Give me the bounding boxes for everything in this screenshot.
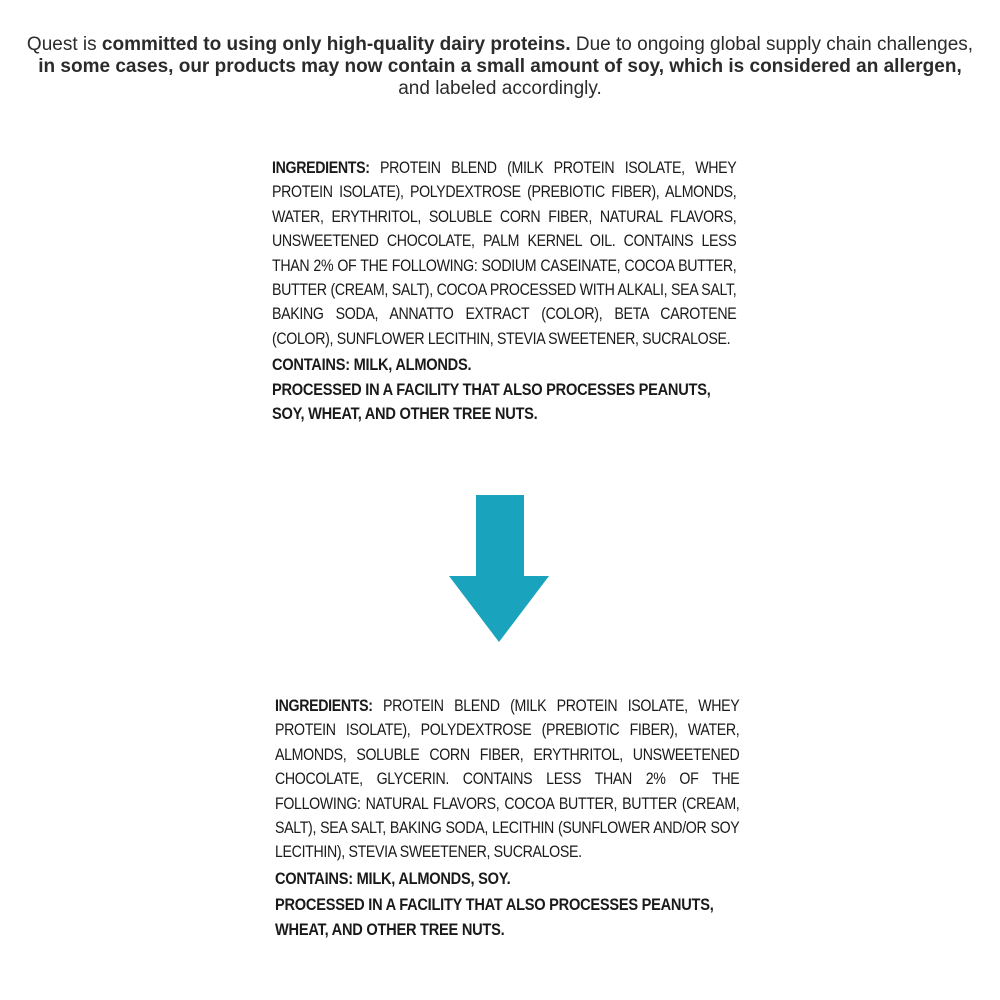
notice-part: Due to ongoing global supply chain challenges, [570, 34, 974, 55]
arrow-down-icon [449, 495, 549, 642]
ingredients-text: PROTEIN BLEND (MILK PROTEIN ISOLATE, WHEY PROTEIN ISOLATE), POLYDEXTROSE (PREBIOTIC FIBER), WATER, ALMONDS, SOLUBLE CORN FIBER, ERYTHRITOL, UNSWEETENED CHOCOLATE, GLYCERIN. CONTAINS LESS THAN 2% OF THE FOLLOWING: NATURAL FLAVORS, COCOA BUTTER, BUTTER (CREAM, SALT), SEA SALT, BAKING SODA, LECITHIN (SUNFLOWER AND/OR SOY LECITHIN), STEVIA SWEETENER, SUCRALOSE. [275, 697, 740, 862]
notice-part: and labeled accordingly. [398, 78, 602, 99]
ingredients-heading: INGREDIENTS: [275, 697, 373, 715]
ingredients-list [272, 156, 736, 351]
facility-statement: PROCESSED IN A FACILITY THAT ALSO PROCESSES PEANUTS, SOY, WHEAT, AND OTHER TREE NUTS. [272, 379, 711, 424]
notice-part: committed to using only high-quality dairy proteins. [101, 34, 571, 55]
arrow-shape [449, 495, 549, 642]
notice-part: Quest is [26, 34, 102, 55]
facility-statement: PROCESSED IN A FACILITY THAT ALSO PROCESSES PEANUTS, WHEAT, AND OTHER TREE NUTS. [275, 895, 714, 940]
ingredients-text: PROTEIN BLEND (MILK PROTEIN ISOLATE, WHEY PROTEIN ISOLATE), POLYDEXTROSE (PREBIOTIC FIBER), ALMONDS, WATER, ERYTHRITOL, SOLUBLE CORN FIBER, NATURAL FLAVORS, UNSWEETENED CHOCOLATE, PALM KERNEL OIL. CONTAINS LESS THAN 2% OF THE FOLLOWING: SODIUM CASEINATE, COCOA BUTTER, BUTTER (CREAM, SALT), COCOA PROCESSED WITH ALKALI, SEA SALT, BAKING SODA, ANNATTO EXTRACT (COLOR), BETA CAROTENE (COLOR), SUNFLOWER LECITHIN, STEVIA SWEETENER, SUCRALOSE. [272, 159, 737, 348]
allergen-notice [20, 34, 980, 100]
contains-statement: CONTAINS: MILK, ALMONDS, SOY. [275, 868, 511, 888]
contains-statement: CONTAINS: MILK, ALMONDS. [272, 355, 472, 375]
notice-part: in some cases, our products may now contain a small amount of soy, which is considered an allergen, [38, 56, 962, 77]
ingredients-heading: INGREDIENTS: [272, 159, 370, 177]
ingredients-label-after [275, 694, 741, 943]
ingredients-label-before [272, 156, 738, 427]
ingredients-list [275, 694, 739, 865]
